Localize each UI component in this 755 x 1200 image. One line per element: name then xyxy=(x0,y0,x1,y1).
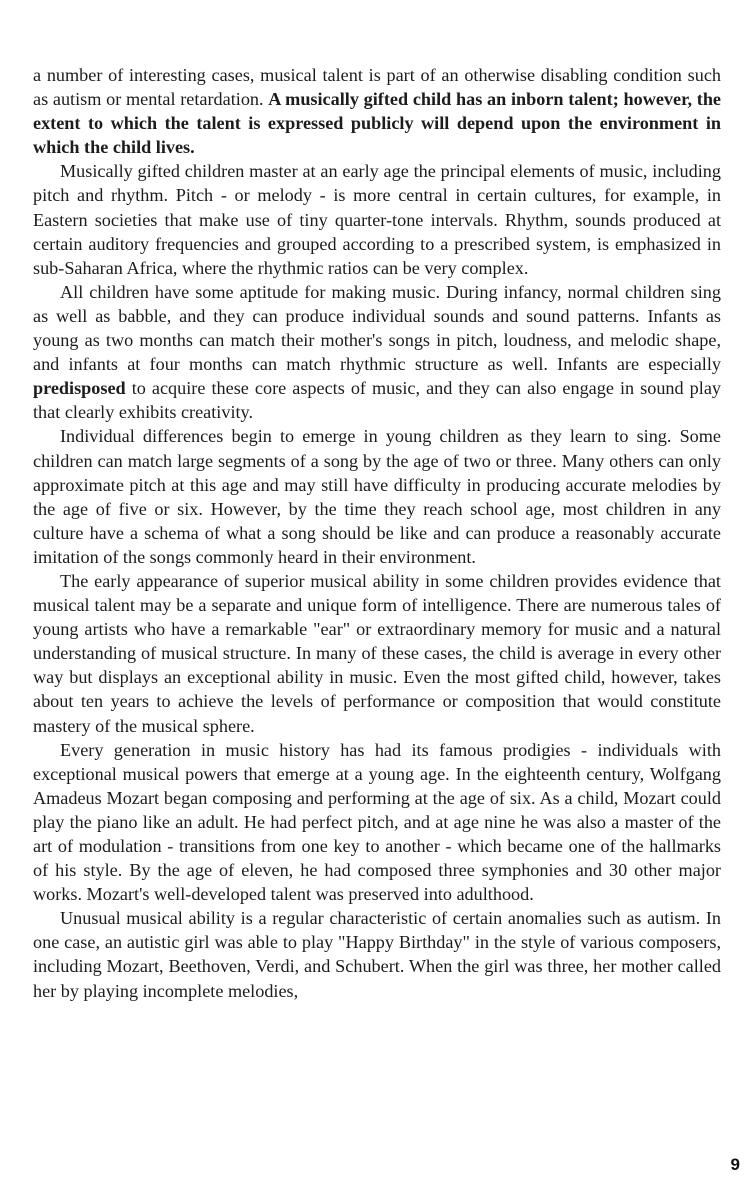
page-body-text xyxy=(33,63,721,1003)
paragraph-3-part-a: All children have some aptitude for making music. During infancy, normal children sing as well as babble, and they can produce individual sounds and sound patterns. Infants as young as two months can match their mother's songs in pitch, loudness, and melodic shape, and infants at four months can match rhythmic structure as well. Infants are especially xyxy=(33,281,721,375)
paragraph-1-bold: A musically gifted child has an inborn talent; however, the extent to which the talent is expressed publicly will depend upon the environment in which the child lives. xyxy=(33,89,722,158)
paragraph-3-part-c: to acquire these core aspects of music, and they can also engage in sound play that clearly exhibits creativity. xyxy=(33,378,721,423)
paragraph-6: Every generation in music history has had its famous prodigies - individuals with exceptional musical powers that emerge at a young age. In the eighteenth century, Wolfgang Amadeus Mozart began composing and performing at the age of six. As a child, Mozart could play the piano like an adult. He had perfect pitch, and at age nine he was also a master of the art of modulation - transitions from one key to another - which became one of the hallmarks of his style. By the age of eleven, he had composed three symphonies and 30 other major works. Mozart's well-developed talent was preserved into adulthood. xyxy=(33,739,721,905)
paragraph-5: The early appearance of superior musical ability in some children provides evidence that musical talent may be a separate and unique form of intelligence. There are numerous tales of young artists who have a remarkable "ear" or extraordinary memory for music and a natural understanding of musical structure. In many of these cases, the child is average in every other way but displays an exceptional ability in music. Even the most gifted child, however, takes about ten years to achieve the levels of performance or composition that would constitute mastery of the musical sphere. xyxy=(33,570,721,736)
paragraph-7: Unusual musical ability is a regular characteristic of certain anomalies such as autism. In one case, an autistic girl was able to play "Happy Birthday" in the style of various composers, including Mozart, Beethoven, Verdi, and Schubert. When the girl was three, her mother called her by playing incomplete melodies, xyxy=(33,908,721,1001)
page-number: 9 xyxy=(730,1155,740,1174)
paragraph-1 xyxy=(33,63,721,159)
paragraph-1-plain: a number of interesting cases, musical talent is part of an otherwise disabling condition such as autism or mental retardation. xyxy=(33,65,721,110)
paragraph-4: Individual differences begin to emerge in young children as they learn to sing. Some children can match large segments of a song by the age of two or three. Many others can only approximate pitch at this age and may still have difficulty in producing accurate melodies by the age of five or six. However, by the time they reach school age, most children in any culture have a schema of what a song should be like and can produce a reasonably accurate imitation of the songs commonly heard in their environment. xyxy=(33,426,721,567)
paragraph-2: Musically gifted children master at an early age the principal elements of music, including pitch and rhythm. Pitch - or melody - is more central in certain cultures, for example, in Eastern societies that make use of tiny quarter-tone intervals. Rhythm, sounds produced at certain auditory frequencies and grouped according to a prescribed system, is emphasized in sub-Saharan Africa, where the rhythmic ratios can be very complex. xyxy=(33,161,721,278)
keyword-predisposed: predisposed xyxy=(33,378,126,399)
paragraph-3 xyxy=(33,280,721,425)
